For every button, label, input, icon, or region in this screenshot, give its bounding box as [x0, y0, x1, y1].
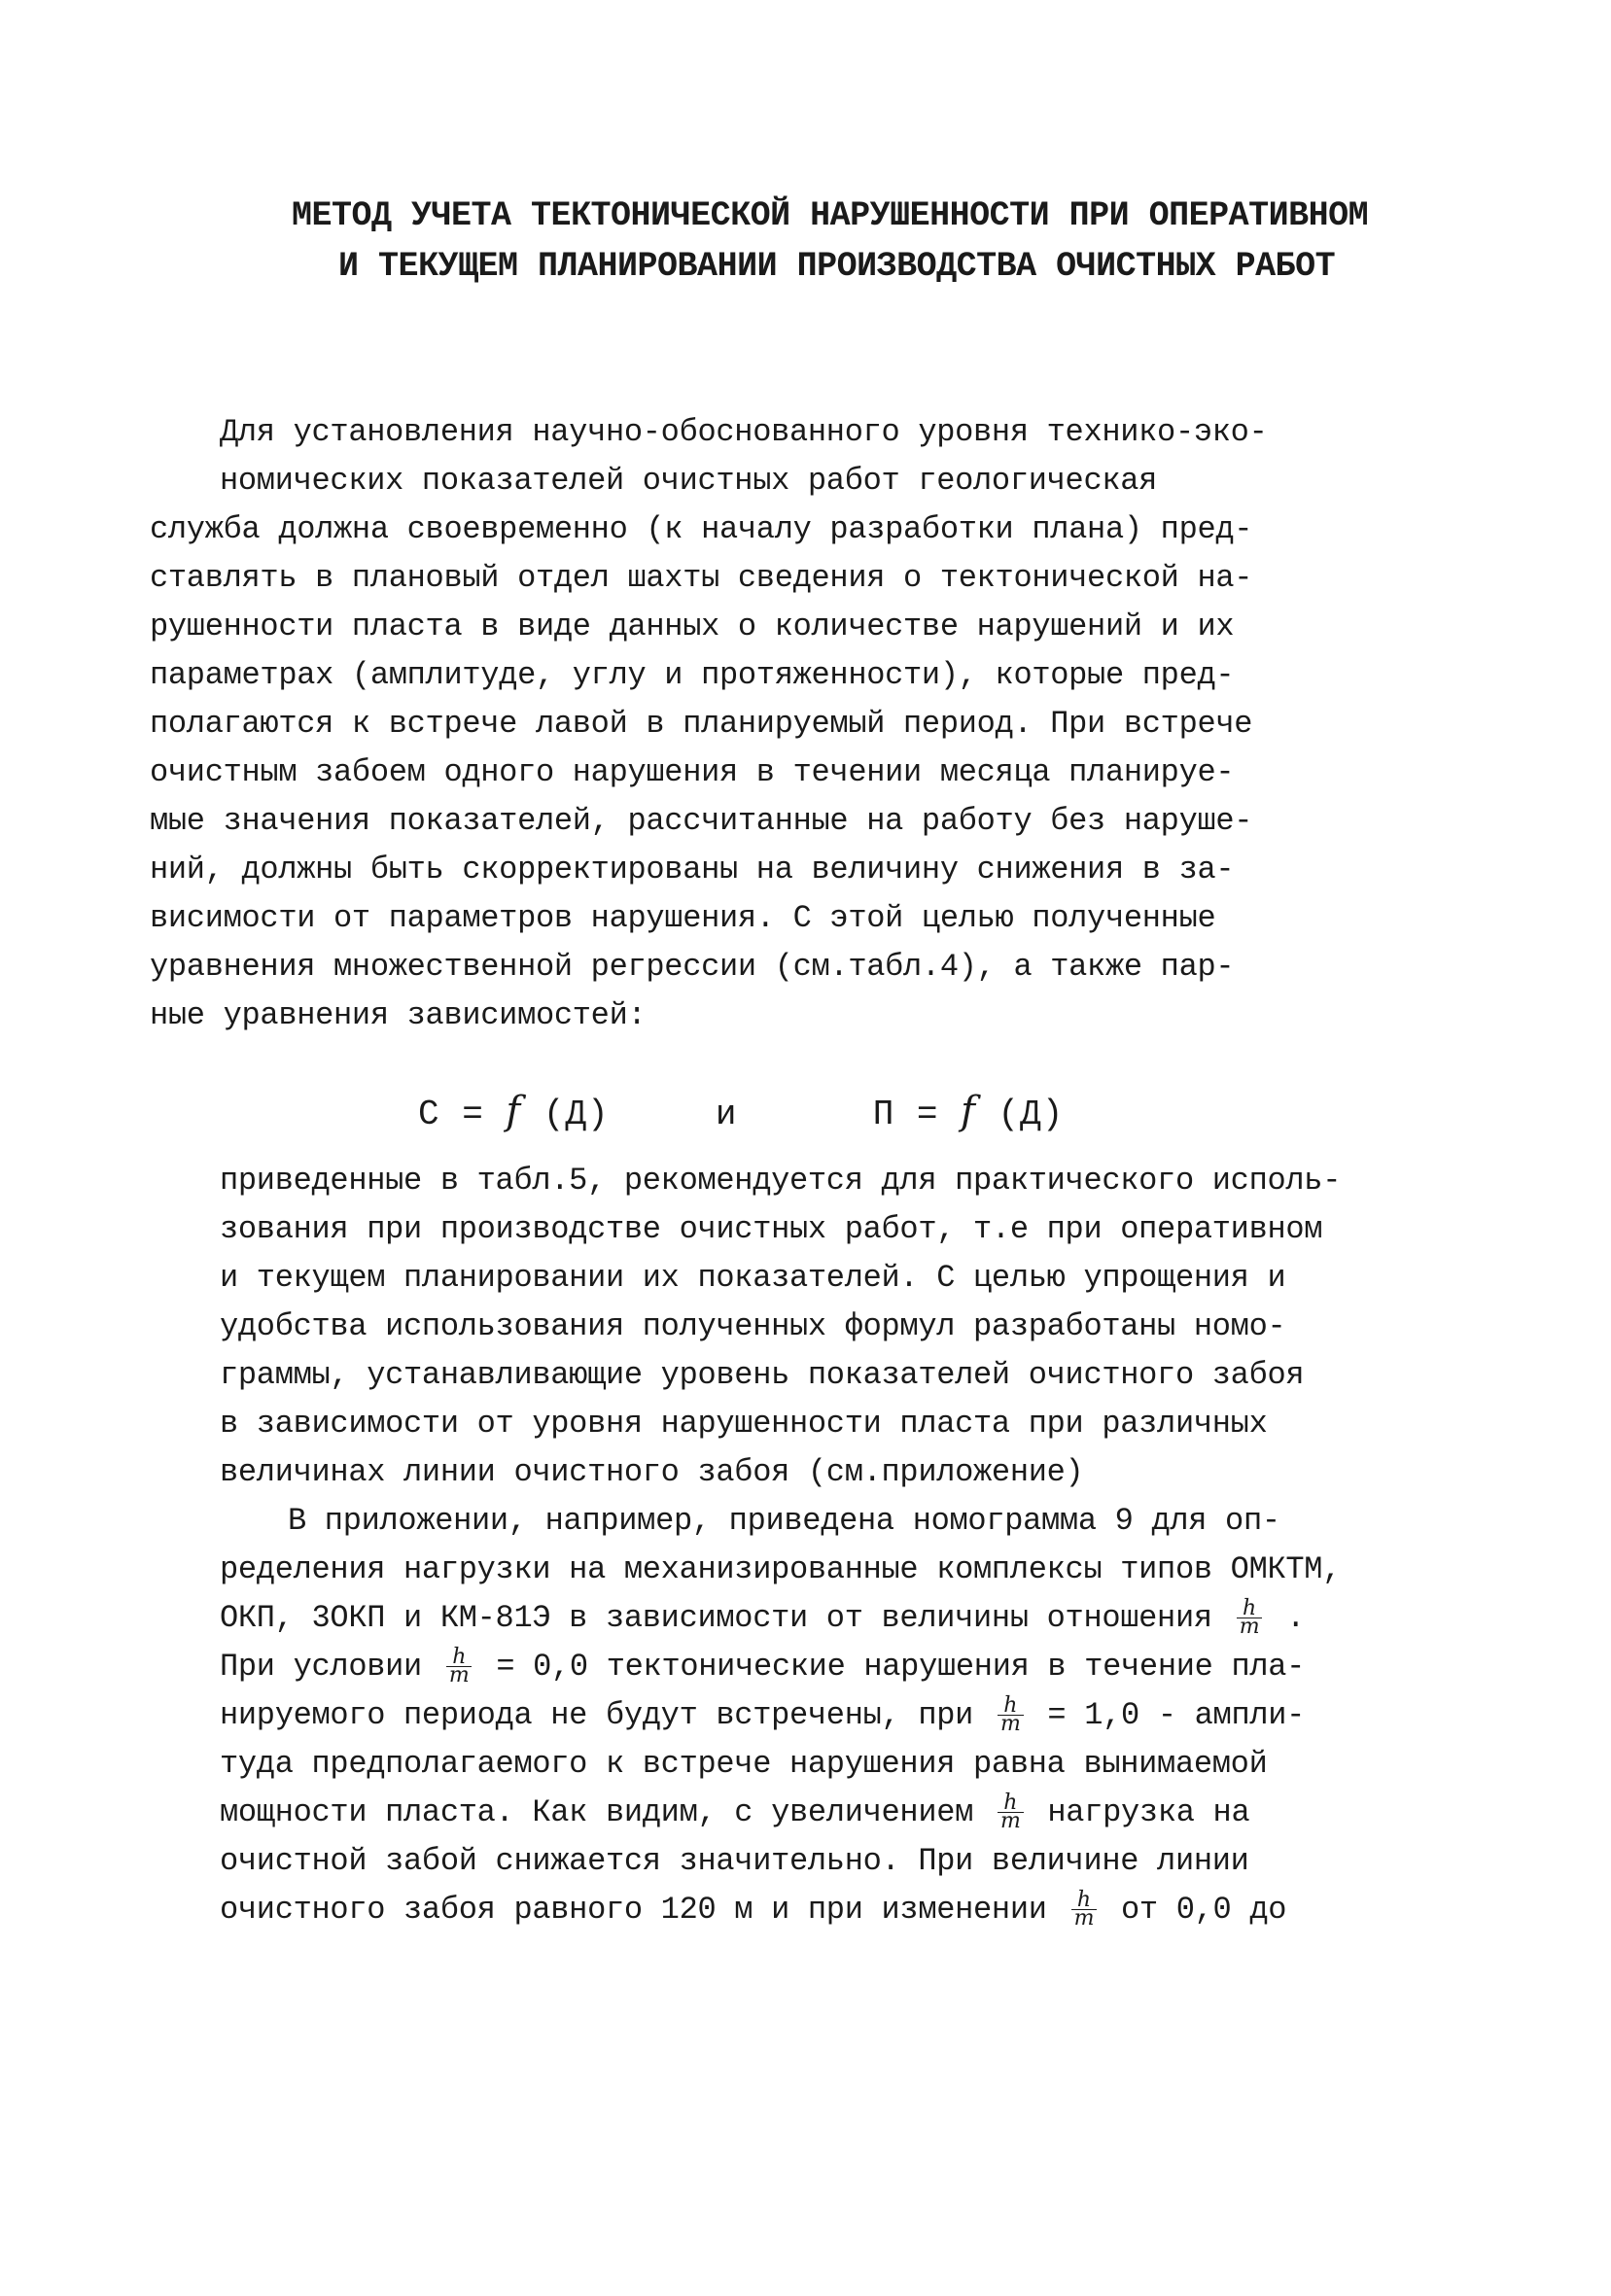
formula-arg: (Д) — [998, 1095, 1065, 1134]
function-symbol: f — [961, 1089, 976, 1133]
text-line: очистной забой снижается значительно. При величине линии — [220, 1843, 1249, 1879]
text-segment: При условии — [220, 1649, 422, 1685]
text-line: и текущем планировании их показателей. С целью упрощения и — [220, 1260, 1286, 1296]
formula-c: С = — [418, 1095, 484, 1134]
text-segment: ОКП, 3ОКП и КМ-81Э в зависимости от величины отношения — [220, 1600, 1212, 1636]
text-line: величинах линии очистного забоя (см.приложение) — [220, 1454, 1084, 1490]
text-line: туда предполагаемого к встрече нарушения равна вынимаемой — [220, 1746, 1268, 1782]
text-line: мые значения показателей, рассчитанные на работу без наруше- — [150, 803, 1253, 839]
fraction-h-over-m — [998, 1693, 1024, 1737]
text-line: удобства использования полученных формул разработаны номо- — [220, 1308, 1286, 1344]
text-line: номических показателей очистных работ геологическая — [220, 463, 1158, 499]
text-line: уравнения множественной регрессии (см.табл.4), а также пар- — [150, 949, 1235, 985]
text-line: В приложении, например, приведена номограмма 9 для оп- — [288, 1503, 1280, 1539]
text-segment: от 0,0 до — [1121, 1892, 1287, 1928]
fraction-numerator: h — [446, 1649, 473, 1667]
title-line-2: И ТЕКУЩЕМ ПЛАНИРОВАНИИ ПРОИЗВОДСТВА ОЧИСТНЫХ РАБОТ — [338, 247, 1336, 286]
fraction-denominator: m — [1073, 1906, 1095, 1931]
fraction-numerator: h — [1071, 1892, 1098, 1910]
text-segment: нируемого периода не будут встречены, при — [220, 1697, 974, 1733]
paragraph-2 — [220, 1157, 1474, 1497]
text-segment: мощности пласта. Как видим, с увеличением — [220, 1794, 974, 1830]
fraction-numerator: h — [998, 1794, 1024, 1813]
formula-arg: (Д) — [543, 1095, 610, 1134]
text-line: рушенности пласта в виде данных о количестве нарушений и их — [150, 609, 1235, 644]
text-line: в зависимости от уровня нарушенности пласта при различных — [220, 1406, 1268, 1442]
text-line — [220, 1643, 1474, 1691]
formula — [418, 1089, 1064, 1134]
fraction-denominator: m — [999, 1712, 1021, 1737]
text-segment: = 1,0 - ампли- — [1047, 1697, 1306, 1733]
text-segment: = 0,0 тектонические нарушения в течение пла- — [496, 1649, 1306, 1685]
text-segment: очистного забоя равного 120 м и при изменении — [220, 1892, 1047, 1928]
title-line-1: МЕТОД УЧЕТА ТЕКТОНИЧЕСКОЙ НАРУШЕННОСТИ ПРИ ОПЕРАТИВНОМ — [292, 196, 1369, 235]
text-line: очистным забоем одного нарушения в течении месяца планируе- — [150, 754, 1235, 790]
text-line — [220, 1594, 1474, 1643]
formula-p: П = — [872, 1095, 939, 1134]
text-line — [220, 1886, 1474, 1934]
text-line: ные уравнения зависимостей: — [150, 997, 647, 1033]
page-title — [292, 191, 1410, 292]
fraction-denominator: m — [999, 1809, 1021, 1834]
text-line — [220, 1546, 1474, 1594]
text-line — [220, 1691, 1474, 1740]
fraction-denominator: m — [1239, 1615, 1260, 1640]
text-line: служба должна своевременно (к началу разработки плана) пред- — [150, 511, 1253, 547]
text-line: полагаются к встрече лавой в планируемый период. При встрече — [150, 706, 1253, 742]
text-line: параметрах (амплитуде, углу и протяженности), которые пред- — [150, 657, 1235, 693]
fraction-h-over-m — [1071, 1888, 1098, 1931]
fraction-h-over-m — [998, 1791, 1024, 1834]
text-line: Для установления научно-обоснованного уровня технико-эко- — [220, 414, 1268, 450]
text-line: приведенные в табл.5, рекомендуется для практического исполь- — [220, 1163, 1342, 1199]
text-segment: ределения нагрузки на механизированные комплексы типов ОМКТМ, — [220, 1551, 1342, 1587]
paragraph-1 — [150, 408, 1474, 1040]
text-line: зования при производстве очистных работ, т.е при оперативном — [220, 1211, 1323, 1247]
text-line: ставлять в плановый отдел шахты сведения о тектонической на- — [150, 560, 1253, 596]
fraction-denominator: m — [448, 1663, 470, 1688]
text-line: висимости от параметров нарушения. С этой целью полученные — [150, 900, 1216, 936]
fraction-h-over-m — [446, 1645, 473, 1688]
function-symbol: f — [506, 1089, 522, 1133]
fraction-numerator: h — [998, 1697, 1024, 1716]
text-segment: нагрузка на — [1047, 1794, 1250, 1830]
text-line — [220, 1789, 1474, 1837]
formula-conjunction: и — [715, 1095, 738, 1134]
text-line: ний, должны быть скорректированы на величину снижения в за- — [150, 852, 1235, 887]
fraction-h-over-m — [1237, 1596, 1263, 1640]
paragraph-3 — [220, 1497, 1474, 1934]
fraction-numerator: h — [1237, 1600, 1263, 1618]
text-line: граммы, устанавливающие уровень показателей очистного забоя — [220, 1357, 1305, 1393]
text-segment: . — [1286, 1600, 1306, 1636]
